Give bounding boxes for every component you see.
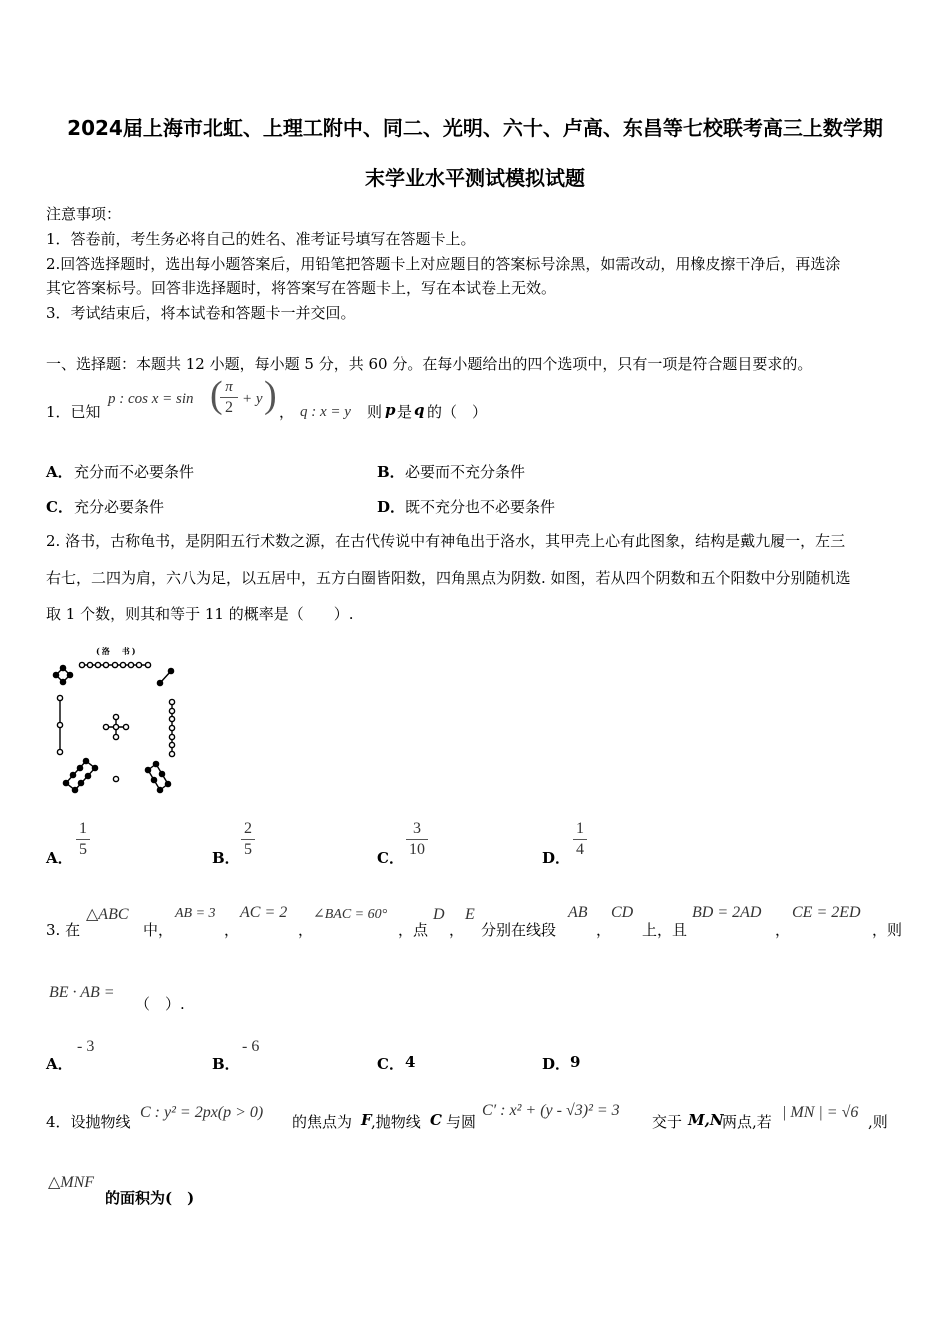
question-number: 1．已知 xyxy=(46,403,101,421)
var-q: q xyxy=(414,401,425,419)
text-then: ,则 xyxy=(868,1113,888,1131)
text-then: 则 xyxy=(367,403,383,421)
text-in: 中， xyxy=(143,921,174,939)
text-focus: 的焦点为 xyxy=(292,1113,353,1131)
math-ce: CE = 2ED xyxy=(792,904,861,921)
math-ac: AC = 2 xyxy=(240,904,288,921)
option-d-label: D． xyxy=(542,1055,571,1073)
math-triangle-abc: △ABC xyxy=(86,906,129,923)
math-ab: AB = 3 xyxy=(175,906,216,921)
notice-item: 其它答案标号。回答非选择题时，将答案写在答题卡上，写在本试卷上无效。 xyxy=(46,279,557,297)
option-b-label: B． xyxy=(212,849,240,867)
var-c: C xyxy=(430,1111,442,1129)
notice-heading: 注意事项： xyxy=(46,205,122,223)
text-point: ，点 xyxy=(398,921,429,939)
option-c-label: C． xyxy=(377,849,404,867)
math-dot-product: BE · AB = xyxy=(49,984,115,1001)
option-c-fraction: 3 10 xyxy=(406,820,428,859)
notice-item: 2.回答选择题时，选出每小题答案后，用铅笔把答题卡上对应题目的答案标号涂黑，如需改动，用橡皮擦干净后，再选涂 xyxy=(46,255,841,273)
notice-item: 3．考试结束后，将本试卷和答题卡一并交回。 xyxy=(46,304,356,322)
comma: ， xyxy=(775,921,791,939)
text-then: ，则 xyxy=(872,921,903,939)
math-d: D xyxy=(433,906,445,923)
option-b-value: - 6 xyxy=(242,1038,260,1055)
math-p-expr: p : cos x = sin xyxy=(108,391,194,407)
text-with-circle: 与圆 xyxy=(446,1113,477,1131)
comma: ， xyxy=(279,403,295,421)
math-mn-length: | MN | = √6 xyxy=(782,1104,859,1121)
question-number: 3. 在 xyxy=(46,921,81,939)
option-d-fraction: 1 4 xyxy=(573,820,587,859)
option-a-value: - 3 xyxy=(77,1038,95,1055)
paper-title-line1: 2024届上海市北虹、上理工附中、同二、光明、六十、卢高、东昌等七校联考高三上数学期 xyxy=(67,116,883,140)
text-is: 是 xyxy=(397,403,413,421)
left-paren: ( xyxy=(210,374,223,416)
text-area: 的面积为( ) xyxy=(105,1189,195,1207)
option-d-label: D． xyxy=(377,498,406,516)
comma: ， xyxy=(449,921,465,939)
question-text-line: 2. 洛书，古称龟书，是阴阳五行术数之源，在古代传说中有神龟出于洛水，其甲壳上心有此图象，结构是戴九履一，左三 xyxy=(46,532,846,550)
option-a-label: A． xyxy=(46,1055,73,1073)
math-bd: BD = 2AD xyxy=(692,904,762,921)
math-segment-cd: CD xyxy=(611,904,634,921)
var-p: p xyxy=(385,401,396,419)
comma: ， xyxy=(298,921,314,939)
right-paren: ) xyxy=(264,374,277,416)
text-intersect: 交于 xyxy=(652,1113,683,1131)
paper-title-line2: 末学业水平测试模拟试题 xyxy=(365,166,585,190)
option-c-value: 4 xyxy=(405,1053,416,1071)
option-d-label: D． xyxy=(542,849,571,867)
option-b-label: B． xyxy=(377,463,405,481)
math-triangle-mnf: △MNF xyxy=(48,1174,95,1191)
option-b-label: B． xyxy=(212,1055,240,1073)
var-f: F xyxy=(361,1111,372,1129)
math-segment-ab: AB xyxy=(568,904,588,921)
math-angle: ∠BAC = 60° xyxy=(313,907,388,922)
figure-caption: (洛 书) xyxy=(96,646,138,656)
option-a-label: A． xyxy=(46,463,73,481)
luoshu-diagram xyxy=(50,646,185,796)
option-c-text: 充分必要条件 xyxy=(74,498,165,516)
option-c-label: C． xyxy=(46,498,73,516)
option-d-text: 既不充分也不必要条件 xyxy=(405,498,556,516)
text-on-segment: 分别在线段 xyxy=(481,921,557,939)
option-a-fraction: 1 5 xyxy=(76,820,90,859)
math-q-expr: q : x = y xyxy=(300,404,351,420)
option-b-text: 必要而不充分条件 xyxy=(405,463,526,481)
math-circle: C′ : x² + (y - √3)² = 3 xyxy=(482,1102,620,1119)
question-text-line: 右七，二四为肩，六八为足，以五居中，五方白圈皆阳数，四角黑点为阴数. 如图，若从四个阴数和五个阳数中分别随机选 xyxy=(46,569,851,587)
text-two-points: 两点,若 xyxy=(722,1113,772,1131)
notice-item: 1．答卷前，考生务必将自己的姓名、准考证号填写在答题卡上。 xyxy=(46,230,476,248)
fraction-pi-over-2: π 2 xyxy=(220,379,238,417)
option-c-label: C． xyxy=(377,1055,404,1073)
comma: ， xyxy=(596,921,612,939)
option-a-text: 充分而不必要条件 xyxy=(74,463,195,481)
math-e: E xyxy=(465,906,475,923)
text-parabola: ,抛物线 xyxy=(371,1113,421,1131)
luoshu-figure xyxy=(50,646,185,796)
comma: ， xyxy=(224,921,240,939)
text-tail: （ ）. xyxy=(135,995,185,1013)
section-heading: 一、选择题：本题共 12 小题，每小题 5 分，共 60 分。在每小题给出的四个选项中，只有一项是符合题目要求的。 xyxy=(46,355,813,373)
option-a-label: A． xyxy=(46,849,73,867)
text-tail: 的（ ） xyxy=(427,403,488,421)
option-b-fraction: 2 5 xyxy=(241,820,255,859)
math-plus-y: + y xyxy=(242,391,263,407)
math-parabola: C : y² = 2px(p > 0) xyxy=(140,1104,264,1121)
text-and: 上，且 xyxy=(642,921,688,939)
question-text-line: 取 1 个数，则其和等于 11 的概率是（ ）. xyxy=(46,605,354,623)
var-mn: M,N xyxy=(688,1111,724,1129)
option-d-value: 9 xyxy=(570,1053,581,1071)
question-number: 4．设抛物线 xyxy=(46,1113,131,1131)
